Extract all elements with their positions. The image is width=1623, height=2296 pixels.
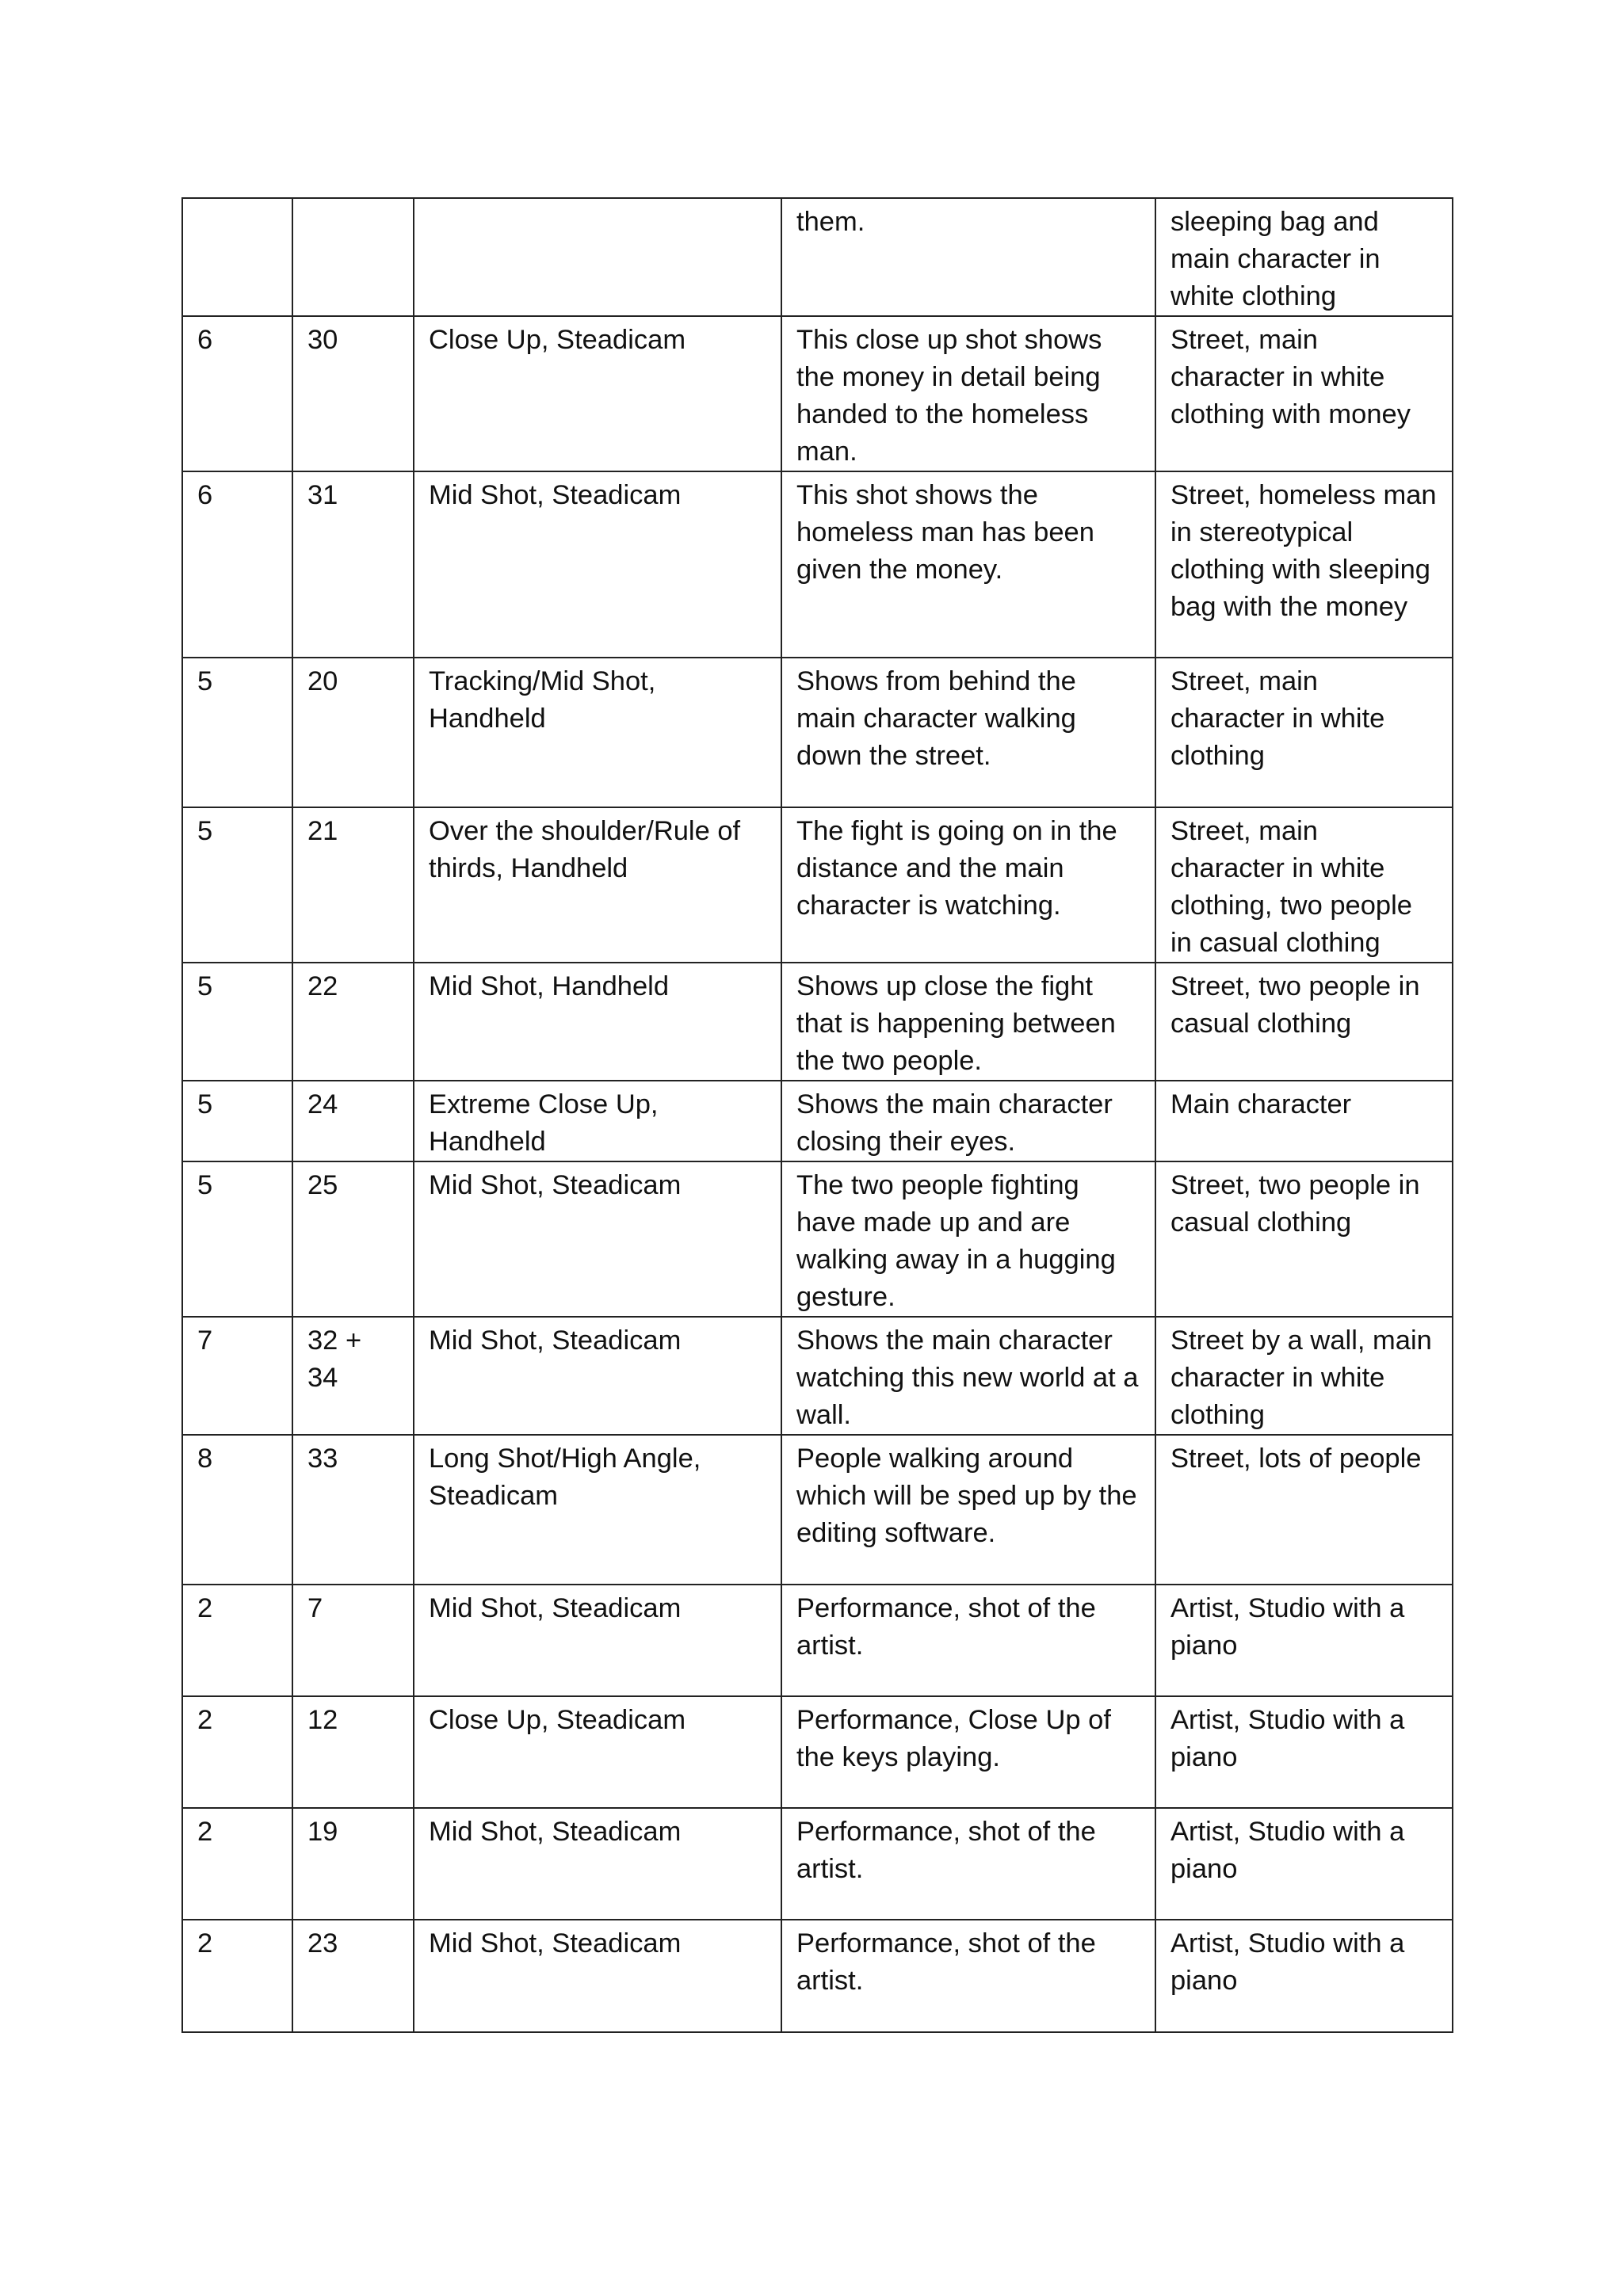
- scene-number-cell: 2: [182, 1696, 292, 1808]
- setting-cell: Street, homeless man in stereotypical clothing with sleeping bag with the money: [1155, 471, 1453, 658]
- shot-list-table: [181, 197, 1453, 2033]
- setting-cell: Street, main character in white clothing, two people in casual clothing: [1155, 807, 1453, 963]
- shot-number-cell: 32 + 34: [292, 1317, 414, 1435]
- shot-number-cell: 19: [292, 1808, 414, 1920]
- setting-cell: Street, main character in white clothing: [1155, 658, 1453, 807]
- shot-number-cell: [292, 198, 414, 316]
- shot-number-cell: 21: [292, 807, 414, 963]
- scene-number-cell: 5: [182, 963, 292, 1081]
- shot-number-cell: 31: [292, 471, 414, 658]
- setting-cell: Artist, Studio with a piano: [1155, 1585, 1453, 1696]
- shot-number-cell: 23: [292, 1920, 414, 2032]
- scene-number-cell: 5: [182, 807, 292, 963]
- shot-type-cell: Extreme Close Up, Handheld: [414, 1081, 781, 1161]
- setting-cell: Street, two people in casual clothing: [1155, 1161, 1453, 1317]
- table-row: [182, 1081, 1453, 1161]
- shot-description-cell: Performance, shot of the artist.: [781, 1920, 1155, 2032]
- table-row: [182, 198, 1453, 316]
- shot-description-cell: Shows up close the fight that is happening between the two people.: [781, 963, 1155, 1081]
- shot-description-cell: The fight is going on in the distance and the main character is watching.: [781, 807, 1155, 963]
- shot-type-cell: Mid Shot, Steadicam: [414, 1317, 781, 1435]
- table-row: [182, 1696, 1453, 1808]
- setting-cell: Artist, Studio with a piano: [1155, 1920, 1453, 2032]
- shot-number-cell: 30: [292, 316, 414, 471]
- scene-number-cell: 8: [182, 1435, 292, 1585]
- scene-number-cell: 5: [182, 1161, 292, 1317]
- setting-cell: Artist, Studio with a piano: [1155, 1808, 1453, 1920]
- table-row: [182, 471, 1453, 658]
- shot-description-cell: Performance, shot of the artist.: [781, 1808, 1155, 1920]
- setting-cell: sleeping bag and main character in white clothing: [1155, 198, 1453, 316]
- scene-number-cell: 5: [182, 1081, 292, 1161]
- setting-cell: Street by a wall, main character in white clothing: [1155, 1317, 1453, 1435]
- shot-type-cell: Mid Shot, Steadicam: [414, 471, 781, 658]
- table-row: [182, 1808, 1453, 1920]
- setting-cell: Artist, Studio with a piano: [1155, 1696, 1453, 1808]
- shot-type-cell: Close Up, Steadicam: [414, 316, 781, 471]
- table-row: [182, 807, 1453, 963]
- shot-number-cell: 25: [292, 1161, 414, 1317]
- table-row: [182, 658, 1453, 807]
- shot-type-cell: Mid Shot, Steadicam: [414, 1161, 781, 1317]
- shot-description-cell: People walking around which will be sped up by the editing software.: [781, 1435, 1155, 1585]
- shot-description-cell: This shot shows the homeless man has been given the money.: [781, 471, 1155, 658]
- scene-number-cell: 2: [182, 1808, 292, 1920]
- table-row: [182, 1435, 1453, 1585]
- scene-number-cell: 6: [182, 471, 292, 658]
- shot-list-body: [182, 198, 1453, 2032]
- table-row: [182, 1317, 1453, 1435]
- setting-cell: Main character: [1155, 1081, 1453, 1161]
- shot-type-cell: Tracking/Mid Shot, Handheld: [414, 658, 781, 807]
- table-row: [182, 316, 1453, 471]
- table-row: [182, 963, 1453, 1081]
- shot-type-cell: Mid Shot, Steadicam: [414, 1920, 781, 2032]
- setting-cell: Street, two people in casual clothing: [1155, 963, 1453, 1081]
- scene-number-cell: 2: [182, 1585, 292, 1696]
- shot-number-cell: 22: [292, 963, 414, 1081]
- scene-number-cell: [182, 198, 292, 316]
- shot-type-cell: Mid Shot, Steadicam: [414, 1585, 781, 1696]
- shot-description-cell: Shows the main character watching this new world at a wall.: [781, 1317, 1155, 1435]
- shot-number-cell: 33: [292, 1435, 414, 1585]
- setting-cell: Street, lots of people: [1155, 1435, 1453, 1585]
- shot-description-cell: Shows the main character closing their eyes.: [781, 1081, 1155, 1161]
- shot-type-cell: Mid Shot, Handheld: [414, 963, 781, 1081]
- shot-number-cell: 12: [292, 1696, 414, 1808]
- setting-cell: Street, main character in white clothing with money: [1155, 316, 1453, 471]
- shot-description-cell: Performance, Close Up of the keys playing.: [781, 1696, 1155, 1808]
- shot-description-cell: them.: [781, 198, 1155, 316]
- scene-number-cell: 7: [182, 1317, 292, 1435]
- scene-number-cell: 5: [182, 658, 292, 807]
- shot-description-cell: This close up shot shows the money in detail being handed to the homeless man.: [781, 316, 1155, 471]
- shot-type-cell: Over the shoulder/Rule of thirds, Handheld: [414, 807, 781, 963]
- shot-description-cell: Performance, shot of the artist.: [781, 1585, 1155, 1696]
- scene-number-cell: 6: [182, 316, 292, 471]
- shot-type-cell: Close Up, Steadicam: [414, 1696, 781, 1808]
- shot-type-cell: [414, 198, 781, 316]
- table-row: [182, 1920, 1453, 2032]
- shot-description-cell: Shows from behind the main character walking down the street.: [781, 658, 1155, 807]
- shot-type-cell: Long Shot/High Angle, Steadicam: [414, 1435, 781, 1585]
- table-row: [182, 1585, 1453, 1696]
- shot-number-cell: 24: [292, 1081, 414, 1161]
- scene-number-cell: 2: [182, 1920, 292, 2032]
- shot-number-cell: 7: [292, 1585, 414, 1696]
- shot-number-cell: 20: [292, 658, 414, 807]
- table-row: [182, 1161, 1453, 1317]
- shot-description-cell: The two people fighting have made up and are walking away in a hugging gesture.: [781, 1161, 1155, 1317]
- shot-type-cell: Mid Shot, Steadicam: [414, 1808, 781, 1920]
